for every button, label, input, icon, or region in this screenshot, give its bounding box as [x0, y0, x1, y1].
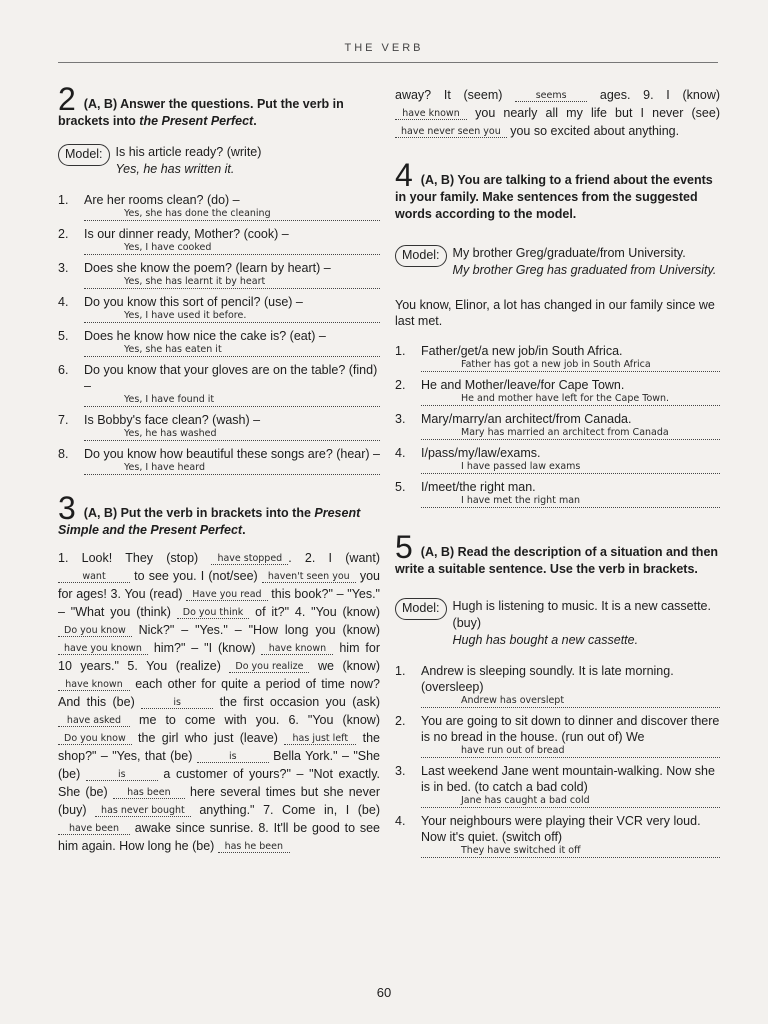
answer-field[interactable]: Yes, I have heard: [84, 462, 380, 475]
list-item: [58, 328, 380, 357]
item-body: [84, 328, 380, 357]
cloze-text: the shop?" – "Yes, that (be): [58, 731, 380, 763]
cloze-text: 1. Look! They (stop): [58, 551, 212, 565]
model-question: My brother Greg/graduate/from University.: [452, 246, 686, 260]
model-question: Hugh is listening to music. It is a new cassette. (buy): [452, 599, 711, 630]
list-item: [58, 294, 380, 323]
exercise-5: [395, 529, 720, 858]
answer-field[interactable]: They have switched it off: [421, 845, 720, 858]
list-item: [395, 343, 720, 372]
exercise-2-number: 2: [58, 81, 76, 117]
list-item: [395, 377, 720, 406]
cloze-text: you nearly all my life but I never (see): [467, 106, 720, 120]
cloze-text: the first occasion you (ask): [213, 695, 380, 709]
item-question: Your neighbours were playing their VCR very loud. Now it's quiet. (switch off): [421, 814, 701, 844]
list-item: [58, 446, 380, 475]
exercise-3-paragraph: [58, 549, 380, 855]
model-text: [453, 245, 720, 279]
answer-field[interactable]: have run out of bread: [421, 745, 720, 758]
list-item: [58, 192, 380, 221]
item-question: Do you know how beautiful these songs are? (hear) –: [84, 447, 381, 461]
item-number: 4.: [58, 295, 69, 309]
exercise-4: [395, 157, 720, 508]
model-answer: My brother Greg has graduated from University.: [452, 263, 717, 277]
cloze-blank[interactable]: is: [86, 769, 158, 781]
item-question: Is our dinner ready, Mother? (cook) –: [84, 227, 289, 241]
answer-field[interactable]: I have passed law exams: [421, 461, 720, 474]
cloze-blank[interactable]: seems: [515, 90, 587, 102]
cloze-blank[interactable]: have stopped: [211, 553, 288, 565]
item-number: 2.: [58, 227, 69, 241]
item-question: I/meet/the right man.: [421, 480, 536, 494]
item-body: [421, 377, 720, 406]
exercise-4-number: 4: [395, 157, 413, 193]
exercise-3-instruction: (A, B) Put the verb in brackets into the: [83, 506, 315, 520]
item-question: Does she know the poem? (learn by heart) –: [84, 261, 331, 275]
model-label: Model:: [395, 598, 447, 620]
cloze-blank[interactable]: have you known: [58, 643, 148, 655]
cloze-blank[interactable]: Have you read: [186, 589, 267, 601]
exercise-3-number: 3: [58, 490, 76, 526]
list-item: [395, 813, 720, 858]
item-number: 4.: [395, 814, 406, 828]
item-number: 5.: [395, 480, 406, 494]
cloze-blank[interactable]: want: [58, 571, 130, 583]
cloze-text: you so excited about anything.: [506, 124, 680, 138]
item-number: 4.: [395, 446, 406, 460]
page-number: 60: [376, 985, 392, 1000]
cloze-text: we (know): [309, 659, 380, 673]
item-body: [421, 763, 720, 808]
exercise-3-instruction-end: .: [242, 523, 246, 537]
item-number: 5.: [58, 329, 69, 343]
item-body: [84, 226, 380, 255]
item-question: You are going to sit down to dinner and discover there is no bread in the house. (run out of) We: [421, 714, 720, 744]
answer-field[interactable]: Andrew has overslept: [421, 695, 720, 708]
cloze-text: . 2. I (want): [288, 551, 380, 565]
header-rule: [58, 62, 718, 63]
cloze-text: you for ages! 3. You (read): [58, 569, 380, 601]
model-label: Model:: [58, 144, 110, 166]
item-body: [421, 343, 720, 372]
answer-field[interactable]: Yes, I have used it before.: [84, 310, 380, 323]
exercise-5-instruction: (A, B) Read the description of a situation and then write a suitable sentence. Use the verb in brackets.: [395, 545, 719, 576]
cloze-text: anything." 7. Come in, I (be): [190, 803, 380, 817]
item-body: [421, 411, 720, 440]
item-number: 6.: [58, 363, 69, 377]
cloze-text: this book?" – "Yes." – "What you (think): [58, 587, 380, 619]
item-number: 8.: [58, 447, 69, 461]
cloze-blank[interactable]: have known: [58, 679, 130, 691]
cloze-blank[interactable]: has never bought: [95, 805, 191, 817]
list-item: [395, 763, 720, 808]
answer-field[interactable]: Yes, she has eaten it: [84, 344, 380, 357]
list-item: [395, 663, 720, 708]
item-question: Is Bobby's face clean? (wash) –: [84, 413, 261, 427]
cloze-blank[interactable]: have known: [261, 643, 333, 655]
cloze-blank[interactable]: Do you know: [58, 625, 132, 637]
item-body: [84, 362, 380, 407]
cloze-blank[interactable]: has been: [113, 787, 185, 799]
answer-field[interactable]: Father has got a new job in South Africa: [421, 359, 720, 372]
item-body: [84, 192, 380, 221]
model-answer: Hugh has bought a new cassette.: [452, 633, 639, 647]
item-body: [421, 813, 720, 858]
exercise-4-heading: [395, 157, 720, 223]
answer-field[interactable]: Yes, she has learnt it by heart: [84, 276, 380, 289]
right-column: [395, 86, 720, 863]
cloze-text: ages. 9. I (know): [587, 88, 721, 102]
cloze-text: here several times but she never (buy): [58, 785, 380, 817]
exercise-4-list: [395, 343, 720, 508]
exercise-2-instruction-em: the Present Perfect: [139, 114, 254, 128]
item-number: 7.: [58, 413, 69, 427]
cloze-blank[interactable]: have asked: [58, 715, 130, 727]
list-item: [395, 411, 720, 440]
item-number: 2.: [395, 378, 406, 392]
item-body: [421, 663, 720, 708]
item-body: [421, 445, 720, 474]
cloze-text: Bella York." – "She (be): [58, 749, 380, 781]
cloze-text: Nick?" – "Yes." – "How long you (know): [131, 623, 380, 637]
model-text: [116, 144, 380, 178]
list-item: [395, 445, 720, 474]
list-item: [58, 226, 380, 255]
cloze-blank[interactable]: is: [141, 697, 213, 709]
item-question: I/pass/my/law/exams.: [421, 446, 541, 460]
cloze-text: away? It (seem): [395, 88, 516, 102]
cloze-text: each other for quite a period of time now? And this (be): [58, 677, 380, 709]
item-question: Do you know this sort of pencil? (use) –: [84, 295, 303, 309]
model-question: Is his article ready? (write): [115, 145, 262, 159]
item-body: [84, 412, 380, 441]
exercise-4-instruction: (A, B) You are talking to a friend about the events in your family. Make sentences from the suggested words according to the model.: [395, 173, 713, 221]
item-number: 3.: [395, 412, 406, 426]
item-body: [421, 713, 720, 758]
model-text: [453, 598, 720, 649]
answer-field[interactable]: I have met the right man: [421, 495, 720, 508]
exercise-2-list: [58, 192, 380, 475]
cloze-blank[interactable]: Do you realize: [229, 661, 309, 673]
cloze-blank[interactable]: has just left: [284, 733, 356, 745]
list-item: [395, 479, 720, 508]
cloze-blank[interactable]: have never seen you: [395, 126, 507, 138]
cloze-blank[interactable]: has he been: [218, 841, 290, 853]
item-body: [84, 260, 380, 289]
exercise-2-model: [58, 144, 380, 178]
list-item: [58, 260, 380, 289]
exercise-2-heading: [58, 81, 380, 130]
item-number: 1.: [395, 344, 406, 358]
item-number: 1.: [395, 664, 406, 678]
cloze-blank[interactable]: haven't seen you: [262, 571, 356, 583]
exercise-2-instruction-end: .: [253, 114, 257, 128]
model-label: Model:: [395, 245, 447, 267]
cloze-text: awake since sunrise. 8. It'll be good to see him again. How long he (be): [58, 821, 380, 853]
item-body: [421, 479, 720, 508]
cloze-text: me to come with you. 6. "You (know): [130, 713, 380, 727]
exercise-5-number: 5: [395, 529, 413, 565]
exercise-5-list: [395, 663, 720, 858]
item-question: Andrew is sleeping soundly. It is late morning. (oversleep): [421, 664, 674, 694]
item-number: 2.: [395, 714, 406, 728]
answer-field[interactable]: Mary has married an architect from Canada: [421, 427, 720, 440]
cloze-text: a customer of yours?" – "Not exactly. She (be): [58, 767, 380, 799]
cloze-blank[interactable]: is: [197, 751, 269, 763]
exercise-4-intro: You know, Elinor, a lot has changed in our family since we last met.: [395, 298, 715, 328]
cloze-blank[interactable]: Do you know: [58, 733, 132, 745]
cloze-text: to see you. I (not/see): [130, 569, 262, 583]
left-column: [58, 81, 381, 855]
item-question: Father/get/a new job/in South Africa.: [421, 344, 623, 358]
exercise-3-instruction-em: Present Simple and the Present Perfect: [58, 506, 361, 537]
exercise-3-heading: [58, 490, 380, 539]
cloze-blank[interactable]: Do you think: [177, 607, 250, 619]
answer-field[interactable]: Yes, I have found it: [84, 394, 380, 407]
exercise-5-heading: [395, 529, 720, 578]
cloze-text: the girl who just (leave): [131, 731, 285, 745]
item-question: Last weekend Jane went mountain-walking. Now she is in bed. (to catch a bad cold): [421, 764, 715, 794]
exercise-4-model: [395, 245, 720, 279]
list-item: [395, 713, 720, 758]
item-question: Are her rooms clean? (do) –: [84, 193, 240, 207]
item-body: [84, 446, 380, 475]
item-number: 3.: [58, 261, 69, 275]
exercise-3-paragraph-continued: [395, 86, 720, 140]
list-item: [58, 412, 380, 441]
answer-field[interactable]: Yes, I have cooked: [84, 242, 380, 255]
item-question: Mary/marry/an architect/from Canada.: [421, 412, 632, 426]
item-question: Does he know how nice the cake is? (eat) –: [84, 329, 326, 343]
cloze-text: him for 10 years." 5. You (realize): [58, 641, 380, 673]
answer-field[interactable]: Jane has caught a bad cold: [421, 795, 720, 808]
item-question: He and Mother/leave/for Cape Town.: [421, 378, 625, 392]
exercise-3: [58, 490, 380, 855]
cloze-blank[interactable]: have known: [395, 108, 467, 120]
cloze-blank[interactable]: have been: [58, 823, 130, 835]
cloze-text: him?" – "I (know): [147, 641, 262, 655]
item-number: 3.: [395, 764, 406, 778]
model-answer: Yes, he has written it.: [115, 162, 235, 176]
item-number: 1.: [58, 193, 69, 207]
running-header: THE VERB: [344, 42, 424, 54]
answer-field[interactable]: He and mother have left for the Cape Town.: [421, 393, 720, 406]
answer-field[interactable]: Yes, he has washed: [84, 428, 380, 441]
exercise-2-instruction: (A, B) Answer the questions. Put the verb in brackets into: [58, 97, 344, 128]
list-item: [58, 362, 380, 407]
answer-field[interactable]: Yes, she has done the cleaning: [84, 208, 380, 221]
cloze-text: of it?" 4. "You (know): [249, 605, 380, 619]
item-question: Do you know that your gloves are on the table? (find) –: [84, 363, 378, 393]
exercise-2: [58, 81, 381, 475]
item-body: [84, 294, 380, 323]
exercise-5-model: [395, 598, 720, 649]
